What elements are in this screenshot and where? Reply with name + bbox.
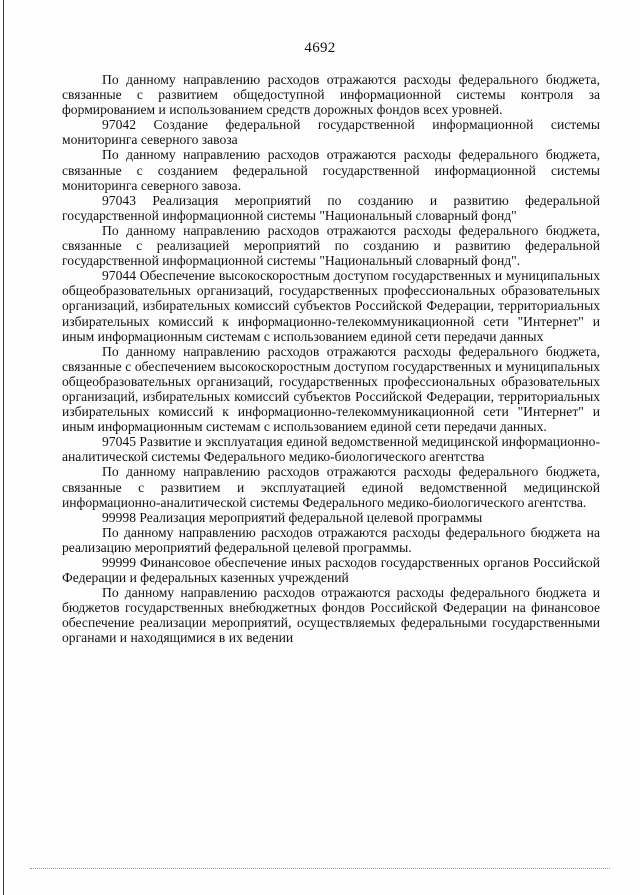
paragraph-description: По данному направлению расходов отражаются расходы федерального бюджета на реализацию мероприятий федеральной целевой программы. — [62, 524, 600, 555]
paragraph-description: По данному направлению расходов отражаются расходы федерального бюджета, связанные с реализацией мероприятий по созданию и развитию федеральной государственной информационной системы "Национальный словарный фонд". — [62, 222, 600, 269]
paragraph-heading-99998: 99998 Реализация мероприятий федеральной целевой программы — [102, 509, 483, 525]
paragraph-description: По данному направлению расходов отражаются расходы федерального бюджета, связанные с обеспечением высокоскоростным доступом государственных и муниципальных общеобразовательных организаций, государственных профессиональных образовательных организаций, избирательных комиссий субъектов Российской Федерации, территориальных избирательных комиссий к информационно-телекоммуникационной сети "Интернет" и иным информационным системам с использованием единой сети передачи данных. — [62, 343, 600, 435]
paragraph-description: По данному направлению расходов отражаются расходы федерального бюджета и бюджетов государственных внебюджетных фондов Российской Федерации на финансовое обеспечение реализации мероприятий, осуществляемых федеральными государственными органами и находящимися в их ведении — [62, 585, 600, 646]
document-body — [62, 72, 600, 646]
paragraph-description: По данному направлению расходов отражаются расходы федерального бюджета, связанные с развитием и эксплуатацией единой ведомственной медицинской информационно-аналитической системы Федерального медико-биологического агентства. — [62, 464, 600, 510]
scan-bottom-line — [30, 868, 610, 870]
paragraph-heading-97044: 97044 Обеспечение высокоскоростным доступом государственных и муниципальных общеобразовательных организаций, государственных профессиональных образовательных организаций, избирательных комиссий субъектов Российской Федерации, территориальных избирательных комиссий к информационно-телекоммуникационной сети "Интернет" и иным информационным системам с использованием единой сети передачи данных — [62, 268, 600, 344]
paragraph-heading-97043: 97043 Реализация мероприятий по созданию и развитию федеральной государственной информационной системы "Национальный словарный фонд" — [62, 192, 600, 223]
paragraph-description: По данному направлению расходов отражаются расходы федерального бюджета, связанные с созданием федеральной государственной информационной системы мониторинга северного завоза. — [62, 147, 600, 193]
paragraph-heading-97042: 97042 Создание федеральной государственной информационной системы мониторинга северного завоза — [62, 117, 600, 148]
paragraph-heading-99999: 99999 Финансовое обеспечение иных расходов государственных органов Российской Федерации и федеральных казенных учреждений — [62, 555, 600, 586]
page-number: 4692 — [304, 40, 336, 56]
scan-edge — [3, 0, 4, 895]
paragraph-heading-97045: 97045 Развитие и эксплуатация единой ведомственной медицинской информационно-аналитической системы Федерального медико-биологического агентства — [62, 434, 600, 465]
paragraph-description: По данному направлению расходов отражаются расходы федерального бюджета, связанные с развитием общедоступной информационной системы контроля за формированием и использованием средств дорожных фондов всех уровней. — [62, 72, 600, 118]
